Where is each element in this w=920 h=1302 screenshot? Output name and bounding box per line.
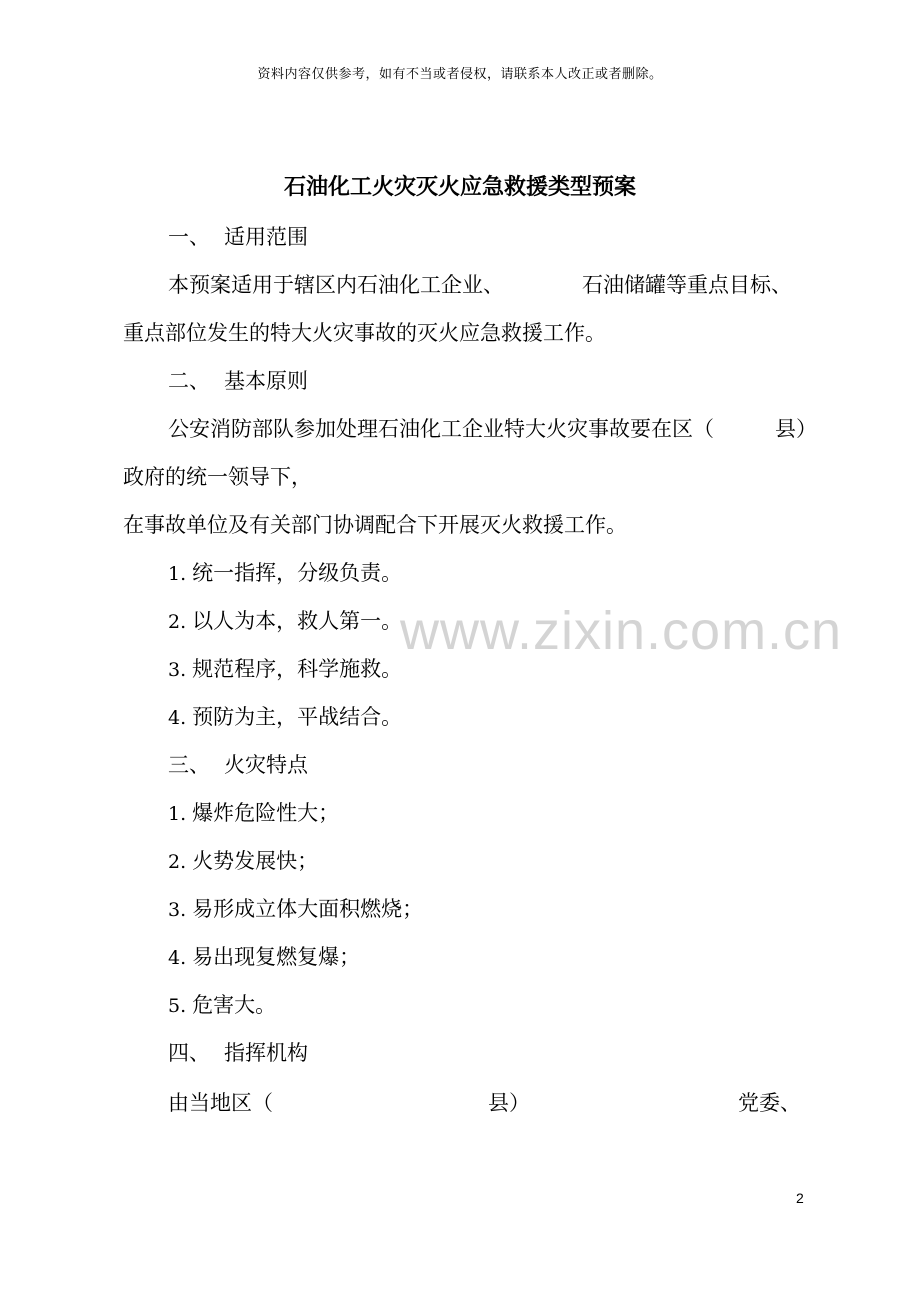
section-heading-4 [168, 1038, 308, 1068]
section-title: 指挥机构 [224, 1041, 308, 1065]
section-number: 三、 [168, 753, 210, 777]
list-item: 1. 爆炸危险性大； [168, 801, 340, 825]
section-heading-3 [168, 750, 308, 780]
section-title: 适用范围 [224, 225, 308, 249]
section-title: 火灾特点 [224, 753, 308, 777]
paragraph-line: 公安消防部队参加处理石油化工企业特大火灾事故要在区（ [168, 417, 714, 441]
paragraph-line: 重点部位发生的特大火灾事故的灭火应急救援工作。 [123, 321, 606, 345]
paragraph-line: 政府的统一领导下， [123, 465, 312, 489]
paragraph-line [168, 270, 504, 300]
list-item: 1. 统一指挥，分级负责。 [168, 561, 403, 585]
paragraph-line-segment: 县） [775, 417, 817, 441]
document-title: 石油化工火灾灭火应急救援类型预案 [283, 175, 636, 200]
section-heading-2 [168, 366, 308, 396]
list-item: 4. 易出现复燃复爆； [168, 945, 361, 969]
paragraph-line: 在事故单位及有关部门协调配合下开展灭火救援工作。 [123, 513, 627, 537]
text-segment: 本预案适用于辖区内石油化工企业、 [168, 273, 504, 297]
paragraph-line-segment: 县） [488, 1091, 530, 1115]
section-heading-1 [168, 222, 308, 252]
paragraph-line-segment: 党委、 [738, 1091, 801, 1115]
section-title: 基本原则 [224, 369, 308, 393]
list-item: 2. 以人为本，救人第一。 [168, 609, 403, 633]
section-number: 二、 [168, 369, 210, 393]
disclaimer-header: 资料内容仅供参考，如有不当或者侵权，请联系本人改正或者删除。 [257, 67, 663, 82]
list-item: 3. 易形成立体大面积燃烧； [168, 897, 424, 921]
list-item: 2. 火势发展快； [168, 849, 319, 873]
list-item: 3. 规范程序，科学施救。 [168, 657, 403, 681]
section-number: 一、 [168, 225, 210, 249]
page-number: 2 [796, 1190, 804, 1206]
section-number: 四、 [168, 1041, 210, 1065]
paragraph-line: 由当地区（ [168, 1091, 273, 1115]
watermark-text: www.zixin.com.cn [400, 601, 843, 661]
list-item: 5. 危害大。 [168, 993, 277, 1017]
paragraph-line-segment: 石油储罐等重点目标、 [582, 273, 792, 297]
list-item: 4. 预防为主，平战结合。 [168, 705, 403, 729]
